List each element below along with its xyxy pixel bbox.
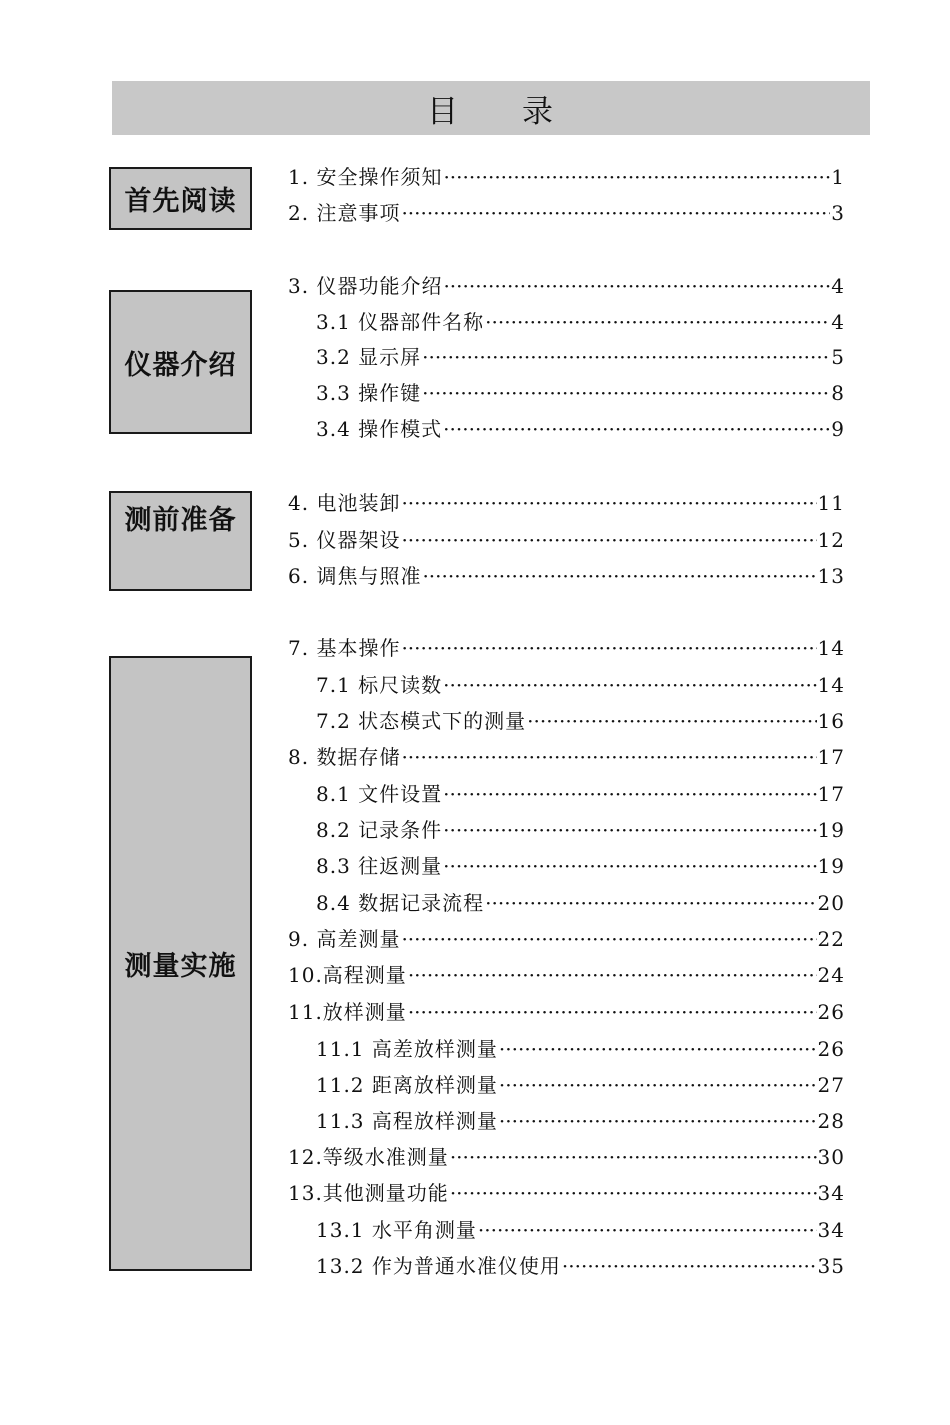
toc-leader-dots [443,673,816,697]
toc-entry-page: 12 [817,528,845,552]
toc-entry-label: 11.1 高差放样测量 [316,1037,498,1061]
toc-entry-label: 8. 数据存储 [288,745,401,769]
toc-entry-label: 1. 安全操作须知 [288,165,443,189]
toc-leader-dots [450,1181,817,1205]
toc-entry-label: 8.2 记录条件 [316,818,443,842]
toc-entry-page: 26 [817,1000,845,1024]
toc-entry-label: 3.4 操作模式 [316,417,443,441]
toc-entry-label: 13.其他测量功能 [288,1181,449,1205]
toc-entry-label: 13.2 作为普通水准仪使用 [316,1254,561,1278]
toc-leader-dots [443,274,830,298]
toc-entry-page: 24 [817,963,845,987]
toc-entry-label: 3. 仪器功能介绍 [288,274,443,298]
toc-entry-page: 19 [817,818,845,842]
toc-leader-dots [499,1073,817,1097]
toc-leader-dots [401,636,816,660]
toc-leader-dots [450,1145,817,1169]
toc-leader-dots [478,1218,817,1242]
toc-leader-dots [443,818,816,842]
toc-entry[interactable] [316,413,845,443]
page-title-right: 录 [522,93,555,130]
toc-entry-page: 4 [831,274,845,298]
toc-entry[interactable] [288,1141,845,1171]
toc-entry-label: 10.高程测量 [288,963,407,987]
toc-entry[interactable] [316,705,845,735]
toc-entry-page: 26 [817,1037,845,1061]
toc-entry[interactable] [288,197,845,227]
toc-entry-label: 2. 注意事项 [288,201,401,225]
toc-entry[interactable] [316,1214,845,1244]
section-label: 测前准备 [124,505,237,536]
toc-entry[interactable] [316,1033,845,1063]
toc-leader-dots [499,1037,817,1061]
toc-entry-page: 14 [817,636,845,660]
section-label: 首先阅读 [124,186,237,217]
toc-entry-label: 8.1 文件设置 [316,782,443,806]
section-label: 仪器介绍 [124,349,237,381]
toc-leader-dots [401,491,816,515]
toc-leader-dots [443,165,830,189]
toc-leader-dots [422,564,816,588]
toc-entry-label: 7. 基本操作 [288,636,401,660]
toc-entry[interactable] [316,850,845,880]
toc-entry[interactable] [288,487,845,517]
toc-entry-page: 34 [817,1181,845,1205]
toc-entry-label: 11.放样测量 [288,1000,407,1024]
toc-entry[interactable] [288,959,845,989]
toc-leader-dots [401,927,816,951]
toc-entry-label: 7.2 状态模式下的测量 [316,709,527,733]
section-box-instrument-intro [109,290,252,434]
toc-entry[interactable] [288,632,845,662]
toc-entry[interactable] [316,1105,845,1135]
toc-entry-page: 35 [817,1254,845,1278]
section-box-survey [109,656,252,1271]
toc-entry[interactable] [288,741,845,771]
toc-entry-page: 11 [817,491,845,515]
toc-leader-dots [422,381,830,405]
toc-entry[interactable] [316,814,845,844]
toc-entry[interactable] [288,524,845,554]
toc-entry[interactable] [316,1250,845,1280]
toc-entry-label: 8.3 往返测量 [316,854,443,878]
toc-leader-dots [485,891,816,915]
toc-entry-page: 19 [817,854,845,878]
toc-entry[interactable] [288,270,845,300]
toc-entry-page: 27 [817,1073,845,1097]
toc-entry-page: 4 [831,310,845,334]
toc-entry[interactable] [316,887,845,917]
toc-leader-dots [401,528,816,552]
toc-entry-page: 5 [831,345,845,369]
toc-leader-dots [422,345,830,369]
toc-leader-dots [527,709,816,733]
toc-entry-label: 9. 高差测量 [288,927,401,951]
toc-entry[interactable] [316,377,845,407]
toc-leader-dots [485,310,830,334]
section-box-pre-survey [109,491,252,591]
toc-entry-label: 11.2 距离放样测量 [316,1073,498,1097]
toc-entry-page: 14 [817,673,845,697]
toc-entry[interactable] [288,161,845,191]
toc-leader-dots [562,1254,817,1278]
toc-entry[interactable] [316,306,845,336]
toc-leader-dots [401,201,830,225]
toc-entry-page: 30 [817,1145,845,1169]
toc-leader-dots [408,963,817,987]
toc-entry[interactable] [316,669,845,699]
toc-leader-dots [401,745,816,769]
toc-entry-page: 17 [817,745,845,769]
toc-leader-dots [408,1000,817,1024]
toc-entry[interactable] [288,1177,845,1207]
toc-entry-label: 13.1 水平角测量 [316,1218,477,1242]
toc-entry-label: 5. 仪器架设 [288,528,401,552]
toc-entry[interactable] [316,341,845,371]
section-label: 测量实施 [124,951,237,982]
toc-entry[interactable] [316,778,845,808]
toc-entry-page: 1 [831,165,845,189]
toc-entry-page: 20 [817,891,845,915]
toc-entry-label: 3.1 仪器部件名称 [316,310,485,334]
toc-entry[interactable] [288,560,845,590]
toc-leader-dots [443,854,816,878]
toc-entry-page: 34 [817,1218,845,1242]
toc-leader-dots [443,782,816,806]
toc-entry[interactable] [288,923,845,953]
toc-entry-page: 3 [831,201,845,225]
toc-entry-page: 13 [817,564,845,588]
toc-entry-label: 7.1 标尺读数 [316,673,443,697]
toc-entry-page: 16 [817,709,845,733]
toc-entry-label: 8.4 数据记录流程 [316,891,485,915]
toc-entry-page: 9 [831,417,845,441]
toc-entry[interactable] [288,996,845,1026]
toc-leader-dots [443,417,830,441]
toc-entry[interactable] [316,1069,845,1099]
page-title [112,81,870,135]
toc-entry-page: 17 [817,782,845,806]
toc-leader-dots [499,1109,817,1133]
page-title-left: 目 [427,93,460,130]
toc-entry-label: 11.3 高程放样测量 [316,1109,498,1133]
toc-entry-label: 12.等级水准测量 [288,1145,449,1169]
toc-entry-page: 28 [817,1109,845,1133]
toc-entry-label: 3.3 操作键 [316,381,422,405]
toc-entry-label: 6. 调焦与照准 [288,564,422,588]
toc-entry-label: 3.2 显示屏 [316,345,422,369]
toc-entry-page: 8 [831,381,845,405]
toc-entry-page: 22 [817,927,845,951]
section-box-first-read [109,167,252,230]
toc-entry-label: 4. 电池装卸 [288,491,401,515]
